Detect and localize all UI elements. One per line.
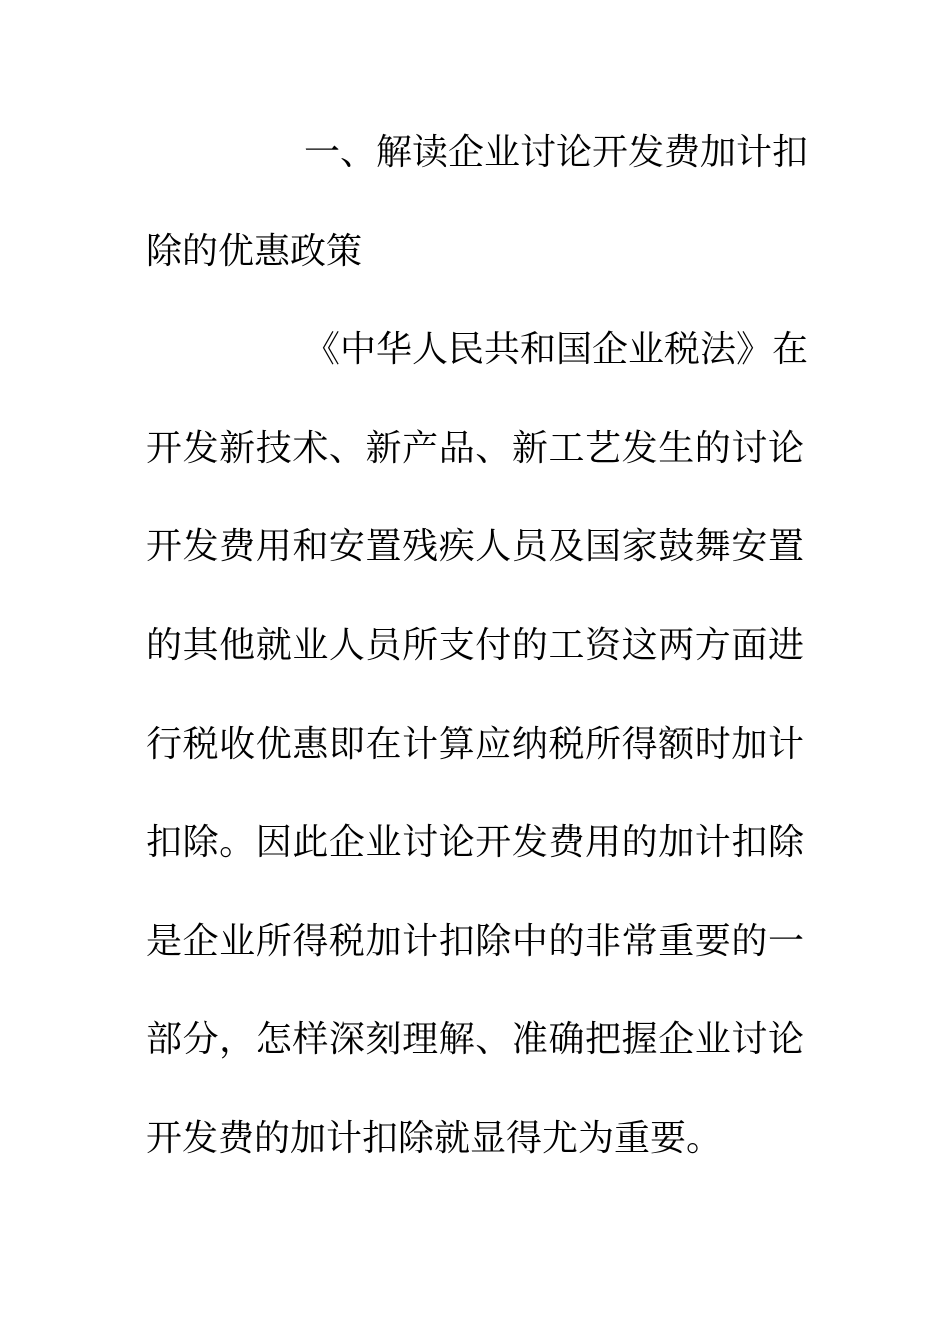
heading-line-2: 除的优惠政策 xyxy=(146,230,363,272)
document-body xyxy=(146,123,809,1208)
heading-line-1: 一、解读企业讨论开发费加计扣 xyxy=(304,132,809,173)
paragraph-line-5: 行税收优惠即在计算应纳税所得额时加计 xyxy=(146,723,804,765)
paragraph-line-2: 开发新技术、新产品、新工艺发生的讨论 xyxy=(146,427,804,469)
paragraph-line-7: 是企业所得税加计扣除中的非常重要的一 xyxy=(146,920,804,962)
paragraph-line-6: 扣除。因此企业讨论开发费用的加计扣除 xyxy=(146,822,804,864)
paragraph-line-1: 《中华人民共和国企业税法》在 xyxy=(304,329,809,371)
paragraph-line-9: 开发费的加计扣除就显得尤为重要。 xyxy=(146,1117,723,1159)
paragraph-line-3: 开发费用和安置残疾人员及国家鼓舞安置 xyxy=(146,526,804,568)
paragraph-line-8: 部分，怎样深刻理解、准确把握企业讨论 xyxy=(146,1019,804,1061)
paragraph-line-4: 的其他就业人员所支付的工资这两方面进 xyxy=(146,624,804,666)
